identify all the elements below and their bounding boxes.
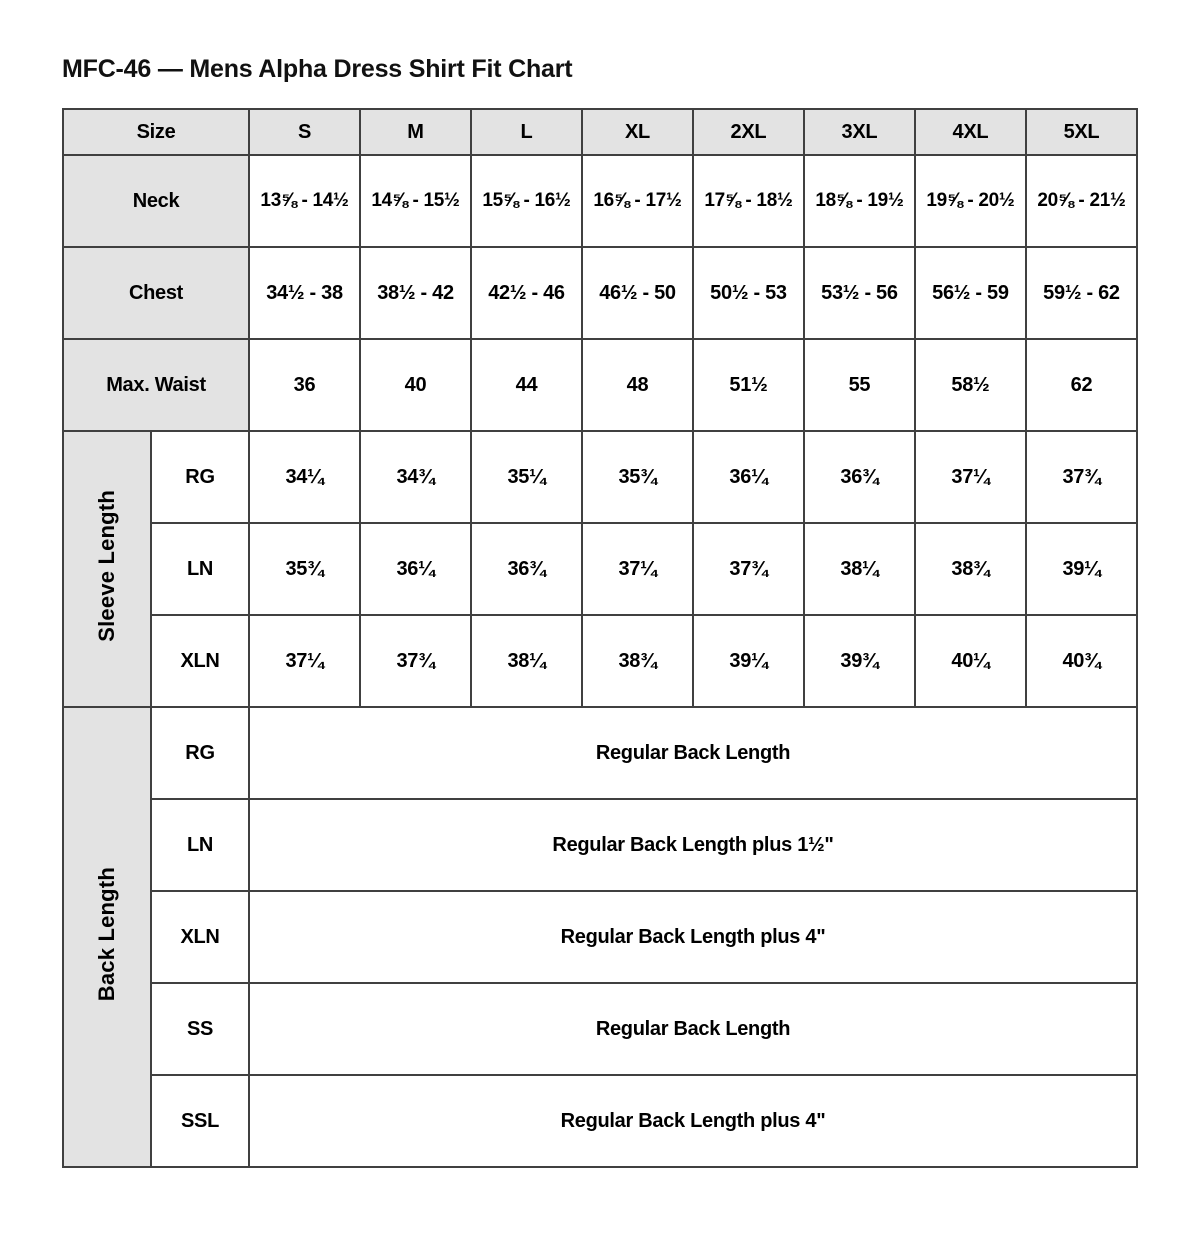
size-col-2xl: 2XL	[693, 109, 804, 155]
neck-value-cell: 18⅝ - 19½	[804, 155, 915, 247]
max-waist-value-cell: 44	[471, 339, 582, 431]
chest-value-cell: 46½ - 50	[582, 247, 693, 339]
max-waist-value-cell: 58½	[915, 339, 1026, 431]
back-ssl-text-cell: Regular Back Length plus 4"	[249, 1075, 1137, 1167]
sleeve-ln-value-cell: 37¼	[582, 523, 693, 615]
back-length-label-cell	[63, 707, 151, 1167]
neck-row	[63, 155, 1137, 247]
sleeve-ln-value-cell: 38¼	[804, 523, 915, 615]
size-col-l: L	[471, 109, 582, 155]
sleeve-rg-value-cell: 35¾	[582, 431, 693, 523]
sleeve-rg-value-cell: 36¼	[693, 431, 804, 523]
sleeve-ln-value-cell: 37¾	[693, 523, 804, 615]
back-rg-row	[63, 707, 1137, 799]
size-col-5xl: 5XL	[1026, 109, 1137, 155]
sleeve-code-ln: LN	[151, 523, 249, 615]
sleeve-rg-value-cell: 34¼	[249, 431, 360, 523]
sleeve-xln-row	[63, 615, 1137, 707]
neck-value-cell: 16⅝ - 17½	[582, 155, 693, 247]
size-col-xl: XL	[582, 109, 693, 155]
back-ss-row	[63, 983, 1137, 1075]
sleeve-rg-value-cell: 37¾	[1026, 431, 1137, 523]
sleeve-xln-value-cell: 39¼	[693, 615, 804, 707]
max-waist-value-cell: 36	[249, 339, 360, 431]
back-xln-row	[63, 891, 1137, 983]
sleeve-ln-value-cell: 38¾	[915, 523, 1026, 615]
back-code-ln: LN	[151, 799, 249, 891]
back-xln-text-cell: Regular Back Length plus 4"	[249, 891, 1137, 983]
chart-title: MFC-46 — Mens Alpha Dress Shirt Fit Chart	[62, 55, 573, 83]
chest-value-cell: 34½ - 38	[249, 247, 360, 339]
size-row-label: Size	[63, 109, 249, 155]
size-col-4xl: 4XL	[915, 109, 1026, 155]
sleeve-code-xln: XLN	[151, 615, 249, 707]
sleeve-rg-value-cell: 36¾	[804, 431, 915, 523]
max-waist-value-cell: 48	[582, 339, 693, 431]
size-header-row	[63, 109, 1137, 155]
sleeve-length-vertical-label: Sleeve Length	[94, 490, 119, 642]
neck-row-label: Neck	[63, 155, 249, 247]
back-code-xln: XLN	[151, 891, 249, 983]
sleeve-length-label-cell	[63, 431, 151, 707]
back-length-vertical-label: Back Length	[94, 866, 119, 1002]
sleeve-rg-value-cell: 34¾	[360, 431, 471, 523]
back-code-ss: SS	[151, 983, 249, 1075]
max-waist-value-cell: 40	[360, 339, 471, 431]
sleeve-rg-row	[63, 431, 1137, 523]
sleeve-rg-value-cell: 35¼	[471, 431, 582, 523]
back-ln-row	[63, 799, 1137, 891]
max-waist-row-label: Max. Waist	[63, 339, 249, 431]
back-code-ssl: SSL	[151, 1075, 249, 1167]
chest-value-cell: 42½ - 46	[471, 247, 582, 339]
size-col-s: S	[249, 109, 360, 155]
sleeve-rg-value-cell: 37¼	[915, 431, 1026, 523]
max-waist-value-cell: 62	[1026, 339, 1137, 431]
back-code-rg: RG	[151, 707, 249, 799]
chest-value-cell: 56½ - 59	[915, 247, 1026, 339]
sleeve-code-rg: RG	[151, 431, 249, 523]
sleeve-xln-value-cell: 37¾	[360, 615, 471, 707]
max-waist-row	[63, 339, 1137, 431]
neck-value-cell: 14⅝ - 15½	[360, 155, 471, 247]
chest-value-cell: 50½ - 53	[693, 247, 804, 339]
chest-row-label: Chest	[63, 247, 249, 339]
sleeve-ln-value-cell: 36¼	[360, 523, 471, 615]
back-rg-text-cell: Regular Back Length	[249, 707, 1137, 799]
sleeve-xln-value-cell: 40¾	[1026, 615, 1137, 707]
chest-value-cell: 38½ - 42	[360, 247, 471, 339]
chest-row	[63, 247, 1137, 339]
chest-value-cell: 53½ - 56	[804, 247, 915, 339]
sleeve-xln-value-cell: 38¼	[471, 615, 582, 707]
neck-value-cell: 15⅝ - 16½	[471, 155, 582, 247]
sleeve-ln-value-cell: 39¼	[1026, 523, 1137, 615]
neck-value-cell: 17⅝ - 18½	[693, 155, 804, 247]
sleeve-ln-row	[63, 523, 1137, 615]
size-col-3xl: 3XL	[804, 109, 915, 155]
size-col-m: M	[360, 109, 471, 155]
sleeve-xln-value-cell: 40¼	[915, 615, 1026, 707]
back-ssl-row	[63, 1075, 1137, 1167]
neck-value-cell: 13⅝ - 14½	[249, 155, 360, 247]
back-ss-text-cell: Regular Back Length	[249, 983, 1137, 1075]
max-waist-value-cell: 51½	[693, 339, 804, 431]
fit-chart-table	[62, 108, 1138, 1168]
sleeve-xln-value-cell: 38¾	[582, 615, 693, 707]
max-waist-value-cell: 55	[804, 339, 915, 431]
sleeve-xln-value-cell: 37¼	[249, 615, 360, 707]
sleeve-xln-value-cell: 39¾	[804, 615, 915, 707]
back-ln-text-cell: Regular Back Length plus 1½"	[249, 799, 1137, 891]
sleeve-ln-value-cell: 36¾	[471, 523, 582, 615]
neck-value-cell: 20⅝ - 21½	[1026, 155, 1137, 247]
chest-value-cell: 59½ - 62	[1026, 247, 1137, 339]
sleeve-ln-value-cell: 35¾	[249, 523, 360, 615]
neck-value-cell: 19⅝ - 20½	[915, 155, 1026, 247]
